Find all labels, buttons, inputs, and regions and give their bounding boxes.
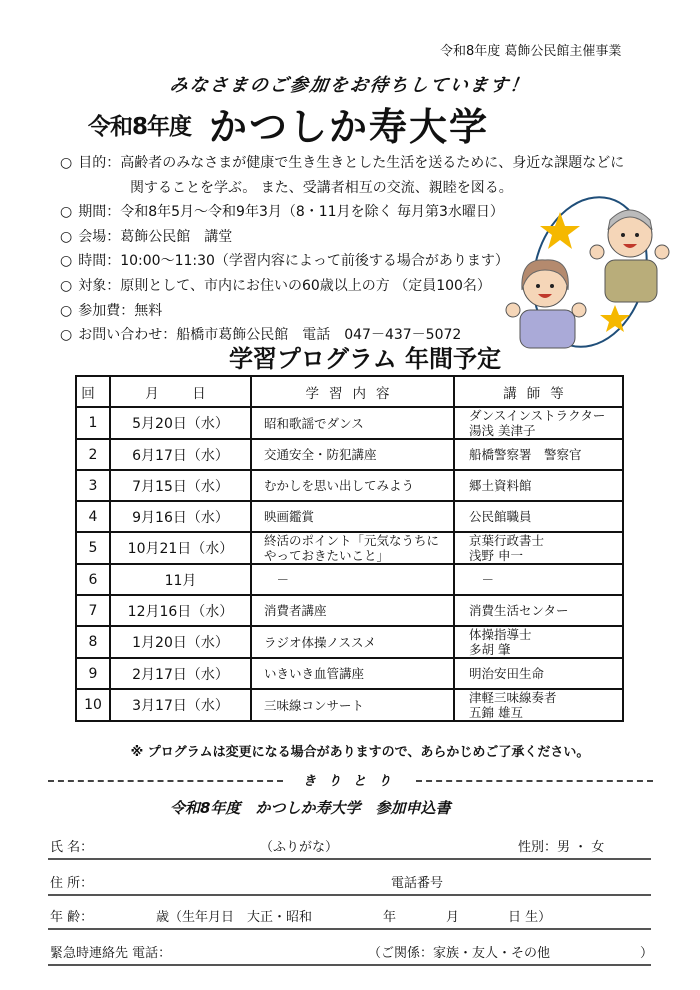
star-icon xyxy=(600,305,630,332)
info-label: 目的 xyxy=(78,155,107,171)
session-no: 7 xyxy=(76,595,110,626)
table-header xyxy=(76,376,623,407)
circle-bullet-icon: ○ xyxy=(60,302,73,319)
session-content xyxy=(251,658,454,689)
info-text: 関することを学ぶ。 また、受講者相互の交流、親睦を図る。 xyxy=(130,179,513,196)
session-no: 2 xyxy=(76,439,110,470)
birth-year-label: 年 xyxy=(383,910,397,925)
lecturer-line: 明治安田生命 xyxy=(469,666,545,681)
gender-field[interactable]: 性別：男 ・ 女 xyxy=(518,840,605,855)
cut-line xyxy=(48,772,653,788)
birth-month-label: 月 xyxy=(446,910,460,925)
circle-bullet-icon: ○ xyxy=(60,228,73,245)
table-row xyxy=(76,689,623,721)
program-table xyxy=(75,375,624,722)
birth-day-label: 日 生） xyxy=(508,910,552,925)
relation-close: ） xyxy=(640,946,654,961)
session-content xyxy=(251,626,454,658)
content-line: 映画鑑賞 xyxy=(264,509,315,524)
content-line: 交通安全・防犯講座 xyxy=(264,447,377,462)
info-purpose xyxy=(60,151,624,176)
age-field[interactable] xyxy=(48,906,651,930)
table-row xyxy=(76,626,623,658)
info-text: ：10:00～11:30（学習内容によって前後する場合があります） xyxy=(106,253,509,270)
session-lecturer xyxy=(454,689,623,721)
lecturer-line: 船橋警察署 警察官 xyxy=(469,447,582,462)
session-no: 9 xyxy=(76,658,110,689)
session-date: 12月16日（水） xyxy=(110,595,251,626)
title-year: 令和8年度 xyxy=(88,114,192,140)
session-no: 10 xyxy=(76,689,110,721)
lecturer-line: 消費生活センター xyxy=(469,603,569,618)
table-row xyxy=(76,439,623,470)
content-line: 終活のポイント「元気なうちに xyxy=(264,533,440,548)
circle-bullet-icon: ○ xyxy=(60,277,73,294)
dashed-divider xyxy=(48,780,283,782)
lecturer-line: 津軽三味線奏者 xyxy=(469,690,557,705)
session-no: 6 xyxy=(76,564,110,595)
info-label: 期間 xyxy=(78,204,107,221)
circle-bullet-icon: ○ xyxy=(60,253,73,270)
session-content xyxy=(251,595,454,626)
program-note: ※ プログラムは変更になる場合がありますので、あらかじめご了承ください。 xyxy=(130,745,590,760)
table-row xyxy=(76,501,623,532)
col-header-no: 回 xyxy=(76,376,110,407)
col-header-date: 月 日 xyxy=(110,376,251,407)
phone-label: 電話番号 xyxy=(391,876,444,891)
lecturer-line: 体操指導士 xyxy=(469,627,532,642)
session-lecturer xyxy=(454,470,623,501)
session-date: 1月20日（水） xyxy=(110,626,251,658)
info-label: お問い合わせ xyxy=(78,327,163,344)
address-field[interactable] xyxy=(48,872,651,896)
session-lecturer xyxy=(454,439,623,470)
name-label: 氏 名： xyxy=(50,840,94,855)
session-no: 4 xyxy=(76,501,110,532)
info-text: ：船橋市葛飾公民館 電話 047－437－5072 xyxy=(162,327,462,344)
session-date: 3月17日（水） xyxy=(110,689,251,721)
info-text: ：無料 xyxy=(120,302,163,319)
session-content xyxy=(251,689,454,721)
content-line: いきいき血管講座 xyxy=(264,666,365,681)
content-line: ラジオ体操ノススメ xyxy=(264,634,377,650)
table-row xyxy=(76,470,623,501)
session-lecturer xyxy=(454,658,623,689)
application-form-title: 令和8年度 かつしか寿大学 参加申込書 xyxy=(170,799,451,817)
lecturer-line: 郷土資料館 xyxy=(469,478,532,493)
lecturer-line: 湯浅 美津子 xyxy=(469,423,536,438)
lecturer-line: 公民館職員 xyxy=(469,509,532,524)
info-text: ：高齢者のみなさまが健康で生き生きとした生活を送るために、身近な課題などに xyxy=(106,155,625,171)
session-no: 3 xyxy=(76,470,110,501)
lecturer-line: 浅野 申一 xyxy=(469,548,523,563)
session-no: 5 xyxy=(76,532,110,564)
session-lecturer xyxy=(454,564,623,595)
session-content xyxy=(251,407,454,439)
col-header-lecturer: 講師等 xyxy=(454,376,623,407)
organizer-label: 令和8年度 葛飾公民館主催事業 xyxy=(440,44,622,59)
content-line: 三味線コンサート xyxy=(264,697,365,713)
lecturer-line: － xyxy=(469,572,495,587)
session-content xyxy=(251,564,454,595)
session-content xyxy=(251,470,454,501)
session-content xyxy=(251,532,454,564)
session-date: 2月17日（水） xyxy=(110,658,251,689)
content-line: － xyxy=(264,572,290,587)
star-icon xyxy=(540,212,580,249)
title-main: かつしか寿大学 xyxy=(209,105,490,149)
age-label: 年 齢： xyxy=(50,910,94,925)
content-line: むかしを思い出してみよう xyxy=(264,478,415,493)
info-label: 対象 xyxy=(78,277,107,294)
lecturer-line: 五錦 雄互 xyxy=(469,705,523,720)
session-content xyxy=(251,439,454,470)
emergency-contact-field[interactable] xyxy=(48,942,654,966)
table-row xyxy=(76,407,623,439)
lecturer-line: 京葉行政書士 xyxy=(469,533,545,548)
table-row xyxy=(76,532,623,564)
content-line: 昭和歌謡でダンス xyxy=(264,415,364,431)
content-line: 消費者講座 xyxy=(264,603,327,618)
session-date: 5月20日（水） xyxy=(110,407,251,439)
session-lecturer xyxy=(454,626,623,658)
info-label: 時間 xyxy=(78,253,107,270)
session-lecturer xyxy=(454,532,623,564)
session-lecturer xyxy=(454,595,623,626)
program-title: 学習プログラム 年間予定 xyxy=(228,345,502,373)
tagline: みなさまのご参加をお待ちしています！ xyxy=(168,75,532,96)
table-row xyxy=(76,658,623,689)
circle-bullet-icon: ○ xyxy=(60,155,73,171)
info-label: 参加費 xyxy=(78,302,121,319)
info-text: ：令和8年5月～令和9年3月（8・11月を除く 毎月第3水曜日） xyxy=(106,204,504,221)
address-label: 住 所： xyxy=(50,876,94,891)
elderly-couple-illustration xyxy=(505,190,670,350)
info-text: ：原則として、市内にお住いの60歳以上の方 （定員100名） xyxy=(106,277,491,294)
dashed-divider xyxy=(416,780,653,782)
lecturer-line: ダンスインストラクター xyxy=(469,408,606,423)
circle-bullet-icon: ○ xyxy=(60,204,73,221)
circle-bullet-icon: ○ xyxy=(60,327,73,344)
session-date: 10月21日（水） xyxy=(110,532,251,564)
age-unit-label: 歳（生年月日 大正・昭和 xyxy=(156,910,313,925)
session-no: 1 xyxy=(76,407,110,439)
session-date: 7月15日（水） xyxy=(110,470,251,501)
session-content xyxy=(251,501,454,532)
info-text: ：葛飾公民館 講堂 xyxy=(106,228,233,245)
session-no: 8 xyxy=(76,626,110,658)
relation-label: （ご関係：家族・友人・その他 xyxy=(368,946,551,961)
lecturer-line: 多胡 肇 xyxy=(469,642,511,657)
page-title xyxy=(88,96,489,151)
name-field[interactable] xyxy=(48,836,651,860)
content-line: やっておきたいこと」 xyxy=(264,548,390,563)
table-row xyxy=(76,564,623,595)
session-date: 6月17日（水） xyxy=(110,439,251,470)
session-lecturer xyxy=(454,407,623,439)
emergency-label: 緊急時連絡先 電話： xyxy=(50,946,172,961)
furigana-label: （ふりがな） xyxy=(260,840,339,855)
session-date: 9月16日（水） xyxy=(110,501,251,532)
session-date: 11月 xyxy=(110,564,251,595)
col-header-content: 学習内容 xyxy=(251,376,454,407)
info-label: 会場 xyxy=(78,228,107,245)
cut-label: きりとり xyxy=(302,774,403,789)
session-lecturer xyxy=(454,501,623,532)
table-row xyxy=(76,595,623,626)
